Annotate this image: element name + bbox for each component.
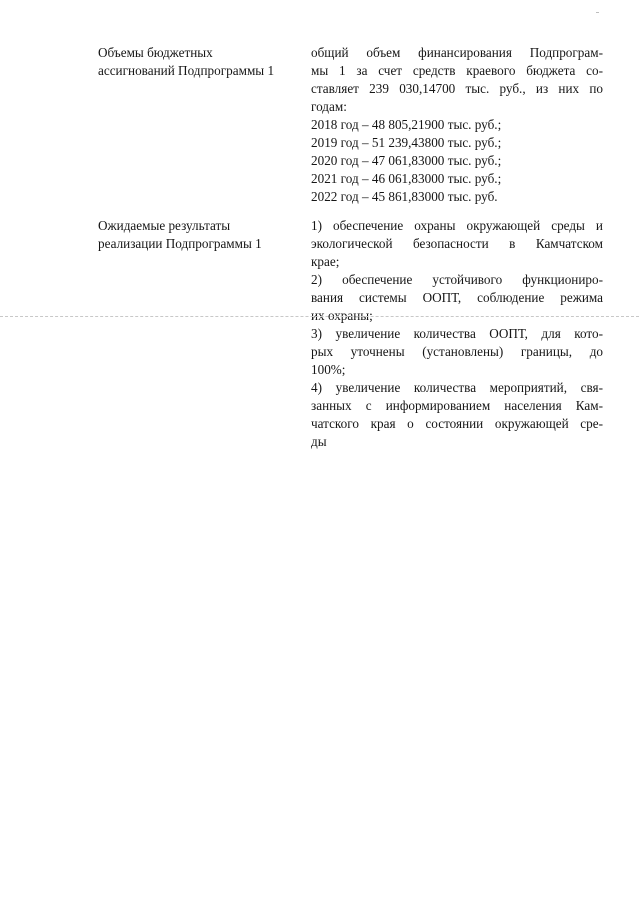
text-line: вания системы ООПТ, соблюдение режима [311,290,603,305]
scan-fold-line [0,316,639,317]
label-line: Ожидаемые результаты [98,218,231,233]
label-line: ассигнований Подпрограммы 1 [98,63,275,78]
year-line: 2019 год – 51 239,43800 тыс. руб.; [311,135,502,150]
text-line: 4) увеличение количества мероприятий, свя- [311,380,603,395]
text-line: годам: [311,99,347,114]
section-label [98,217,308,253]
text-line: экологической безопасности в Камчатском [311,236,603,251]
text-line: рых уточнены (установлены) границы, до [311,344,603,359]
text-line: 100%; [311,362,346,377]
text-line: ставляет 239 030,14700 тыс. руб., из них по [311,81,603,96]
text-line: 3) увеличение количества ООПТ, для кото- [311,326,603,341]
scan-artifact [596,12,599,13]
year-line: 2021 год – 46 061,83000 тыс. руб.; [311,171,502,186]
text-line: крае; [311,254,340,269]
text-line: мы 1 за счет средств краевого бюджета со- [311,63,603,78]
text-line: общий объем финансирования Подпрограм- [311,45,603,60]
text-line: ды [311,434,327,449]
year-line: 2018 год – 48 805,21900 тыс. руб.; [311,117,502,132]
text-line: их охраны; [311,308,373,323]
section-label [98,44,308,80]
year-line: 2022 год – 45 861,83000 тыс. руб. [311,189,498,204]
label-line: реализации Подпрограммы 1 [98,236,262,251]
text-line: чатского края о состоянии окружающей сре- [311,416,603,431]
text-line: занных с информированием населения Кам- [311,398,603,413]
text-line: 1) обеспечение охраны окружающей среды и [311,218,603,233]
section-content [311,217,603,451]
text-line: 2) обеспечение устойчивого функциониро- [311,272,603,287]
section-content [311,44,603,206]
year-line: 2020 год – 47 061,83000 тыс. руб.; [311,153,502,168]
label-line: Объемы бюджетных [98,45,213,60]
